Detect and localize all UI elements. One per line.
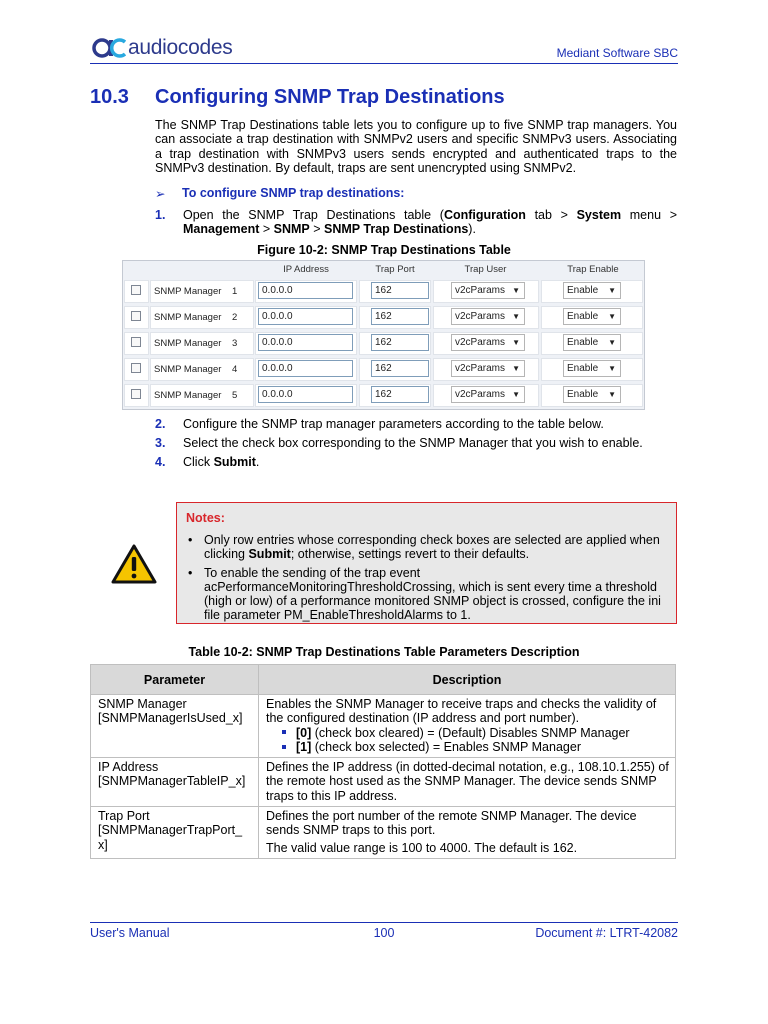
dropdown-arrow-icon: ▼ [512,286,520,295]
row-checkbox[interactable] [131,363,141,373]
ui-header-user: Trap User [464,264,507,275]
section-heading [90,86,505,109]
ui-header-port: Trap Port [375,264,415,275]
bullet-item: [0] (check box cleared) = (Default) Disables SNMP Manager [266,726,670,740]
product-name: Mediant Software SBC [556,46,678,60]
arrow-bullet-icon: ➢ [155,187,166,201]
notes-title: Notes: [186,511,225,525]
manager-label: SNMP Manager 1 [154,286,238,297]
procedure-title: To configure SNMP trap destinations: [182,186,405,200]
ip-address-input[interactable]: 0.0.0.0 [258,308,353,325]
col-header-description: Description [259,665,676,695]
manager-label: SNMP Manager 3 [154,338,238,349]
trap-user-select[interactable]: v2cParams ▼ [451,308,525,325]
brand-logo [92,34,232,62]
audiocodes-logo-icon [92,35,126,61]
dropdown-arrow-icon: ▼ [512,338,520,347]
footer-left: User's Manual [90,926,170,940]
step-3: 3. Select the check box corresponding to the SNMP Manager that you wish to enable. [155,436,643,450]
ui-row [123,357,644,381]
trap-enable-select[interactable]: Enable ▼ [563,386,621,403]
row-checkbox[interactable] [131,285,141,295]
parameter-cell: SNMP Manager [SNMPManagerIsUsed_x] [91,695,259,758]
section-title: Configuring SNMP Trap Destinations [155,86,505,108]
figure-caption: Figure 10-2: SNMP Trap Destinations Table [257,243,511,257]
header-divider [90,63,678,64]
parameter-cell: IP Address [SNMPManagerTableIP_x] [91,758,259,807]
trap-user-select[interactable]: v2cParams ▼ [451,334,525,351]
note-item: • Only row entries whose corresponding check boxes are selected are applied when clicking Submit; otherwise, settings revert to their defaults. [186,533,667,562]
notes-box [176,502,677,624]
description-cell: Defines the port number of the remote SNMP Manager. The device sends SNMP traps to this port. The valid value range is 100 to 4000. The default is 162. [259,807,676,859]
page-number: 100 [373,926,395,940]
step-1 [155,208,677,237]
manager-label: SNMP Manager 4 [154,364,238,375]
bullet-item: [1] (check box selected) = Enables SNMP Manager [266,740,670,754]
step-number: 1. [155,208,166,222]
ui-row [123,383,644,407]
procedure-heading [155,186,404,201]
row-checkbox[interactable] [131,337,141,347]
table-row [91,807,676,859]
ui-row [123,305,644,329]
section-number: 10.3 [90,86,129,108]
trap-port-input[interactable]: 162 [371,360,429,377]
trap-enable-select[interactable]: Enable ▼ [563,360,621,377]
dropdown-arrow-icon: ▼ [512,312,520,321]
ip-address-input[interactable]: 0.0.0.0 [258,282,353,299]
trap-enable-select[interactable]: Enable ▼ [563,334,621,351]
dropdown-arrow-icon: ▼ [608,312,616,321]
dropdown-arrow-icon: ▼ [608,364,616,373]
col-header-parameter: Parameter [91,665,259,695]
ui-row [123,331,644,355]
trap-port-input[interactable]: 162 [371,386,429,403]
step-2: 2. Configure the SNMP trap manager parameters according to the table below. [155,417,604,431]
square-bullet-icon [282,745,286,749]
ip-address-input[interactable]: 0.0.0.0 [258,334,353,351]
dropdown-arrow-icon: ▼ [608,286,616,295]
table-row [91,695,676,758]
ip-address-input[interactable]: 0.0.0.0 [258,386,353,403]
manager-label: SNMP Manager 5 [154,390,238,401]
trap-enable-select[interactable]: Enable ▼ [563,308,621,325]
intro-paragraph: The SNMP Trap Destinations table lets you to configure up to five SNMP trap managers. You can associate a trap destination with SNMPv2 users and specific SNMPv3 users. Associating a trap destination with SNMPv3 users sends encrypted and authenticated traps to the SNMPv3 destination. By default, traps are sent unencrypted using SNMPv2. [155,118,677,175]
dropdown-arrow-icon: ▼ [512,364,520,373]
description-cell: Enables the SNMP Manager to receive traps and checks the validity of the configured destination (IP address and port number). [0] (check box cleared) = (Default) Disables SNMP Manager [1] (check box selected) = Enables SNMP Manager [259,695,676,758]
ui-row [123,279,644,303]
step-text: Open the SNMP Trap Destinations table (Configuration tab > System menu > Management > SNMP > SNMP Trap Destinations). [183,208,677,237]
ui-header-ip: IP Address [283,264,329,275]
row-checkbox[interactable] [131,311,141,321]
ip-address-input[interactable]: 0.0.0.0 [258,360,353,377]
trap-user-select[interactable]: v2cParams ▼ [451,386,525,403]
trap-port-input[interactable]: 162 [371,308,429,325]
note-item: • To enable the sending of the trap event acPerformanceMonitoringThresholdCrossing, which is sent every time a threshold (high or low) of a performance monitored SNMP object is crossed, configure the ini file parameter PM_EnableThresholdAlarms to 1. [186,566,667,623]
document-number: Document #: LTRT-42082 [535,926,678,940]
snmp-trap-destinations-screenshot [122,260,645,410]
trap-port-input[interactable]: 162 [371,282,429,299]
dropdown-arrow-icon: ▼ [512,390,520,399]
dropdown-arrow-icon: ▼ [608,390,616,399]
trap-user-select[interactable]: v2cParams ▼ [451,360,525,377]
trap-user-select[interactable]: v2cParams ▼ [451,282,525,299]
parameters-table [90,664,676,859]
step-4: 4. Click Submit. [155,455,260,469]
manager-label: SNMP Manager 2 [154,312,238,323]
description-cell: Defines the IP address (in dotted-decimal notation, e.g., 108.10.1.255) of the remote host used as the SNMP Manager. The device sends SNMP traps to this IP address. [259,758,676,807]
table-row [91,758,676,807]
warning-icon [110,543,158,585]
row-checkbox[interactable] [131,389,141,399]
brand-name: audiocodes [128,36,233,59]
trap-enable-select[interactable]: Enable ▼ [563,282,621,299]
trap-port-input[interactable]: 162 [371,334,429,351]
ui-header-enable: Trap Enable [567,264,619,275]
parameter-cell: Trap Port [SNMPManagerTrapPort_ x] [91,807,259,859]
table-header-row [91,665,676,695]
footer-divider [90,922,678,923]
square-bullet-icon [282,730,286,734]
table-caption: Table 10-2: SNMP Trap Destinations Table Parameters Description [188,645,580,659]
dropdown-arrow-icon: ▼ [608,338,616,347]
